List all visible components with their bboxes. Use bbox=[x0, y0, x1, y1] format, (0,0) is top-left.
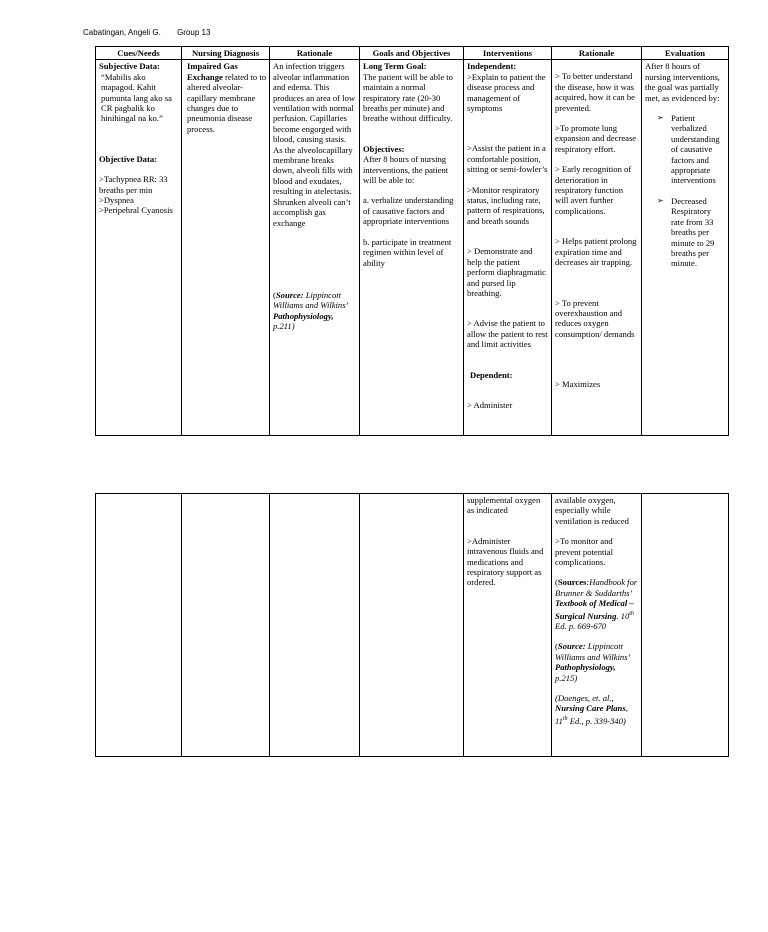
rationale-cell bbox=[270, 494, 360, 757]
objective-item: >Tachypnea RR: 33 breaths per min bbox=[99, 174, 168, 195]
group-label: Group 13 bbox=[177, 28, 211, 37]
rationale2-item: available oxygen, especially while ventilation is reduced bbox=[555, 495, 629, 526]
objective-item: >Dyspnea bbox=[99, 195, 134, 206]
col-header-rationale-2: Rationale bbox=[552, 47, 642, 60]
col-header-interventions: Interventions bbox=[464, 47, 552, 60]
author-name: Cabatingan, Angeli G. bbox=[83, 28, 161, 37]
header-row bbox=[96, 47, 729, 60]
rationale2-item: > Maximizes bbox=[555, 379, 601, 390]
rationale2-item: > Early recognition of deterioration in respiratory function will avert further complications. bbox=[555, 164, 632, 216]
independent-label: Independent: bbox=[467, 61, 517, 72]
arrow-bullet-icon: ➢ bbox=[657, 195, 664, 205]
evaluation-cell bbox=[642, 494, 729, 757]
intervention-item: >Monitor respiratory status, including rate, pattern of respirations, and breath sounds bbox=[467, 184, 545, 226]
care-plan-row bbox=[96, 60, 729, 436]
col-header-cues: Cues/Needs bbox=[96, 47, 182, 60]
source-citation: (Sources:Handbook for Brunner & Suddarths’ Textbook of Medical – Surgical Nursing. 10th Ed. p. 669-670 bbox=[555, 577, 638, 631]
goals-cell bbox=[360, 494, 464, 757]
col-header-diagnosis: Nursing Diagnosis bbox=[182, 47, 270, 60]
diagnosis-cell bbox=[182, 60, 270, 436]
evaluation-cell bbox=[642, 60, 729, 436]
col-header-evaluation: Evaluation bbox=[642, 47, 729, 60]
rationale2-item: > Helps patient prolong expiration time and decreases air trapping. bbox=[555, 236, 637, 268]
objective-item: >Peripehral Cyanosis bbox=[99, 205, 173, 216]
rationale2-cell bbox=[552, 60, 642, 436]
rationale2-item: >To monitor and prevent potential complications. bbox=[555, 536, 613, 568]
objectives-label: Objectives: bbox=[363, 143, 405, 154]
intervention-item: supplemental oxygen as indicated bbox=[467, 495, 541, 516]
arrow-bullet-icon: ➢ bbox=[657, 113, 664, 123]
intervention-item: > Advise the patient to allow the patient to rest and limit activities bbox=[467, 318, 548, 350]
cues-cell bbox=[96, 494, 182, 757]
care-plan-table-page2 bbox=[95, 493, 729, 757]
objective-label: Objective Data: bbox=[99, 153, 157, 164]
col-header-goals: Goals and Objectives bbox=[360, 47, 464, 60]
page-header bbox=[83, 28, 224, 37]
rationale-source: (Source: Lippincott Williams and Wilkins’ Pathophysiology, p.211) bbox=[273, 289, 348, 332]
col-header-rationale: Rationale bbox=[270, 47, 360, 60]
rationale-cell bbox=[270, 60, 360, 436]
rationale2-item: > To prevent overexhaustion and reduces oxygen consumption/ demands bbox=[555, 297, 635, 339]
rationale2-item: > To better understand the disease, how it was acquired, how it can be prevented. bbox=[555, 71, 635, 113]
dependent-label: Dependent: bbox=[470, 369, 513, 380]
intervention-item: > Administer bbox=[467, 399, 513, 410]
evaluation-list bbox=[645, 113, 725, 269]
objective-a: a. verbalize understanding of causative factors and appropriate interventions bbox=[363, 195, 454, 227]
care-plan-table-page1 bbox=[95, 46, 729, 436]
care-plan-row-continued bbox=[96, 494, 729, 757]
subjective-text: “Mabilis ako mapagod. Kahit pumunta lang ako sa CR pagbalik ko hinihingal na ko.” bbox=[101, 71, 172, 124]
objective-b: b. participate in treatment regimen within level of ability bbox=[363, 236, 452, 268]
long-term-goal-label: Long Term Goal: bbox=[363, 61, 427, 72]
evaluation-item: ➢ Decreased Respiratory rate from 33 breaths per minute to 29 breaths per minute. bbox=[657, 195, 715, 269]
intervention-item: > Demonstrate and help the patient perform diaphragmatic and pursed lip breathing. bbox=[467, 246, 546, 298]
rationale2-item: >To promote lung expansion and decrease respiratory effort. bbox=[555, 123, 637, 154]
cues-cell bbox=[96, 60, 182, 436]
diagnosis-text: related to to altered alveolar-capillary membrane changes due to pneumonia disease process. bbox=[187, 71, 267, 134]
interventions-cell bbox=[464, 494, 552, 757]
rationale2-cell bbox=[552, 494, 642, 757]
long-term-goal-text: The patient will be able to maintain a normal respiratory rate (20-30 breaths per minute) and breathe without difficulty. bbox=[363, 71, 453, 124]
goals-cell bbox=[360, 60, 464, 436]
interventions-cell bbox=[464, 60, 552, 436]
intervention-item: >Explain to patient the disease process and management of symptoms bbox=[467, 71, 546, 114]
diagnosis-title: Impaired Gas Exchange bbox=[187, 61, 238, 82]
subjective-label: Subjective Data: bbox=[99, 61, 160, 72]
diagnosis-cell bbox=[182, 494, 270, 757]
intervention-item: >Assist the patient in a comfortable position, sitting or semi-fowler’s bbox=[467, 143, 548, 175]
objectives-intro: After 8 hours of nursing interventions, the patient will be able to: bbox=[363, 154, 449, 186]
intervention-item: >Administer intravenous fluids and medications and respiratory support as ordered. bbox=[467, 535, 544, 588]
rationale-text: An infection triggers alveolar inflammation and edema. This produces an area of low ventilation with normal perfusion. Capillaries become engorged with blood, causing stasis. As the alveolocapillary membrane breaks down, alveoli fills with blood and exudates, resulting in atelectasis. Shrunken alveoli can’t accomplish gas exchange bbox=[273, 61, 356, 228]
evaluation-intro: After 8 hours of nursing interventions, the goal was partially met, as evidenced by: bbox=[645, 61, 720, 103]
evaluation-item: ➢ Patient verbalized understanding of causative factors and appropriate interventions bbox=[657, 113, 720, 186]
source-citation: (Doenges, et. al., Nursing Care Plans, 11th Ed., p. 339-340) bbox=[555, 692, 628, 726]
source-citation: (Source: Lippincott Williams and Wilkins’ Pathophysiology, p.215) bbox=[555, 641, 630, 683]
